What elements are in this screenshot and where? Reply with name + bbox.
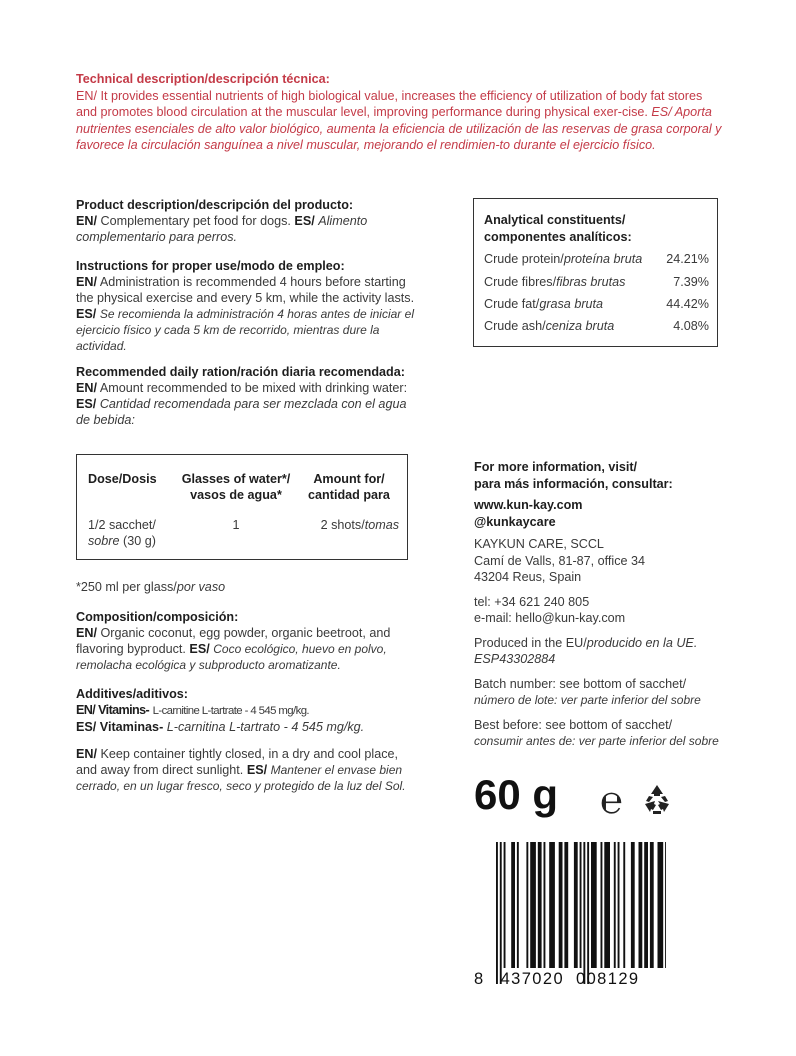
- instructions: [76, 258, 421, 354]
- analytical-row: Crude protein/proteína bruta 24.21%: [484, 252, 709, 266]
- address-street: Camí de Valls, 81-87, office 34: [474, 553, 646, 568]
- barcode-bar: [665, 842, 666, 968]
- address-city: 43204 Reus, Spain: [474, 570, 582, 584]
- product-es: Alimento complementario para perros.: [76, 214, 368, 244]
- vitaminas-tag: ES/ Vitaminas-: [76, 720, 164, 734]
- barcode-bar: [511, 842, 515, 968]
- barcode-bar: [500, 842, 502, 984]
- barcode-bar: [517, 842, 519, 968]
- produced-es: producido en la UE.: [586, 635, 698, 650]
- barcode-bar: [650, 842, 654, 968]
- barcode-bar: [526, 842, 528, 968]
- product-heading: Product description/descripción del producto:: [76, 198, 354, 212]
- technical-description: [76, 71, 724, 154]
- es-tag: ES/: [294, 214, 315, 228]
- es-tag: ES/: [189, 642, 210, 656]
- barcode-bar: [587, 842, 589, 984]
- analytical-heading: Analytical constituents/ componentes analíticos:: [484, 213, 632, 244]
- barcode-group-1: 437020: [500, 970, 565, 988]
- technical-heading: Technical description/descripción técnica:: [76, 72, 330, 86]
- ration-es: Cantidad recomendada para ser mezclada con el agua de bebida:: [76, 397, 407, 427]
- instructions-en: Administration is recommended 4 hours before starting the physical exercise and every 5 km, while the activity lasts.: [76, 275, 415, 305]
- glasses-col-header: Glasses of water*/ vasos de agua*: [181, 472, 291, 502]
- social-handle[interactable]: @kunkaycare: [474, 514, 556, 529]
- analytical-row: Crude ash/ceniza bruta 4.08%: [484, 319, 709, 333]
- analytical-table: [473, 198, 718, 347]
- technical-en: EN/ It provides essential nutrients of high biological value, increases the efficiency of utilization of body fat stores and promotes blood circulation at the muscular level, improving performance during physical exer-cise.: [76, 88, 703, 120]
- barcode-first-digit: 8: [474, 970, 485, 988]
- barcode-bar: [614, 842, 616, 968]
- company-name: KAYKUN CARE, SCCL: [474, 537, 604, 551]
- email[interactable]: e-mail: hello@kun-kay.com: [474, 611, 626, 625]
- barcode-bar: [618, 842, 620, 968]
- batch-en: Batch number: see bottom of sacchet/: [474, 676, 687, 691]
- barcode-bar: [631, 842, 635, 968]
- barcode: [476, 840, 666, 988]
- barcode-bar: [591, 842, 597, 968]
- technical-es: ES/ Aporta nutrientes esenciales de alto valor biológico, aumenta la eficiencia de utilización de las reservas de grasa corporal y favorece la circulación sanguínea a nivel muscular, mejorando el rendimien-to durante el ejercicio físico.: [76, 105, 722, 153]
- barcode-bar: [559, 842, 563, 968]
- composition-es: Coco ecológico, huevo en polvo, remolacha ecológica y subproducto aromatizante.: [76, 642, 387, 672]
- barcode-bar: [644, 842, 648, 968]
- en-tag: EN/: [76, 381, 97, 395]
- barcode-bar: [530, 842, 536, 968]
- ration-heading: Recommended daily ration/ración diaria recomendada:: [76, 365, 405, 379]
- info-heading-es: para más información, consultar:: [474, 476, 673, 491]
- analytical-row: Crude fat/grasa bruta 44.42%: [484, 297, 709, 311]
- batch-es: número de lote: ver parte inferior del sobre: [474, 693, 701, 707]
- amount-cell: 2 shots/tomas: [320, 518, 399, 532]
- es-tag: ES/: [76, 307, 97, 321]
- footnote: *250 ml per glass/por vaso: [76, 580, 226, 594]
- estimated-sign: ℮: [600, 778, 623, 822]
- barcode-bar: [601, 842, 603, 968]
- analytical-row: Crude fibres/fibras brutas 7.39%: [484, 275, 709, 289]
- additives-heading: Additives/aditivos:: [76, 687, 188, 701]
- more-info: [474, 459, 774, 750]
- composition-heading: Composition/composición:: [76, 610, 239, 624]
- barcode-bar: [564, 842, 568, 968]
- amount-col-header: Amount for/ cantidad para: [308, 472, 390, 502]
- additives-es: L-carnitina L-tartrato - 4 545 mg/kg.: [166, 720, 365, 734]
- en-tag: EN/: [76, 626, 97, 640]
- barcode-bar: [658, 842, 664, 968]
- en-tag: EN/: [76, 275, 97, 289]
- storage: [76, 746, 421, 794]
- recycle-icon: [640, 782, 674, 821]
- es-tag: ES/: [76, 397, 97, 411]
- barcode-bar: [604, 842, 610, 968]
- barcode-bar: [580, 842, 582, 968]
- barcode-bar: [544, 842, 546, 968]
- glasses-cell: 1: [232, 518, 240, 532]
- en-tag: EN/: [76, 747, 97, 761]
- barcode-bar: [549, 842, 555, 968]
- barcode-group-2: 008129: [576, 970, 640, 988]
- vitamins-tag: EN/ Vitamins-: [76, 703, 150, 717]
- composition-en: Organic coconut, egg powder, organic beetroot, and flavoring byproduct.: [76, 626, 391, 656]
- composition: [76, 609, 421, 673]
- telephone: tel: +34 621 240 805: [474, 594, 590, 609]
- en-tag: EN/: [76, 214, 97, 228]
- storage-en: Keep container tightly closed, in a dry and cool place, and away from direct sunlight.: [76, 747, 399, 777]
- barcode-bar: [623, 842, 625, 968]
- info-heading: For more information, visit/: [474, 460, 638, 474]
- dose-table: [76, 454, 408, 560]
- dose-cell: 1/2 sacchet/ sobre (30 g): [88, 518, 156, 548]
- ration-en: Amount recommended to be mixed with drinking water:: [99, 381, 408, 395]
- barcode-bar: [583, 842, 585, 984]
- product-en: Complementary pet food for dogs.: [100, 214, 291, 228]
- best-before-es: consumir antes de: ver parte inferior del sobre: [474, 734, 719, 748]
- instructions-heading: Instructions for proper use/modo de empleo:: [76, 259, 345, 273]
- storage-es: Mantener el envase bien cerrado, en un lugar fresco, seco y protegido de la luz del Sol.: [76, 763, 406, 793]
- barcode-bar: [639, 842, 643, 968]
- registration-number: ESP43302884: [474, 652, 556, 666]
- net-weight: 60 g: [474, 771, 559, 818]
- daily-ration: [76, 364, 421, 428]
- barcode-bar: [496, 842, 498, 984]
- best-before-en: Best before: see bottom of sacchet/: [474, 717, 673, 732]
- additives-en: L-carnitine L-tartrate - 4 545 mg/kg.: [152, 705, 309, 717]
- additives: [76, 686, 421, 735]
- product-description: [76, 197, 421, 245]
- barcode-digits: [474, 970, 639, 989]
- instructions-es: Se recomienda la administración 4 horas antes de iniciar el ejercicio físico y cada 5 km de recorrido, mientras dure la actividad.: [76, 307, 414, 353]
- barcode-bar: [538, 842, 542, 968]
- barcode-bar: [574, 842, 578, 968]
- dose-col-header: Dose/Dosis: [88, 472, 157, 486]
- barcode-bar: [504, 842, 506, 968]
- website-link[interactable]: www.kun-kay.com: [474, 498, 583, 512]
- produced-en: Produced in the EU/: [474, 635, 587, 650]
- es-tag: ES/: [246, 763, 268, 777]
